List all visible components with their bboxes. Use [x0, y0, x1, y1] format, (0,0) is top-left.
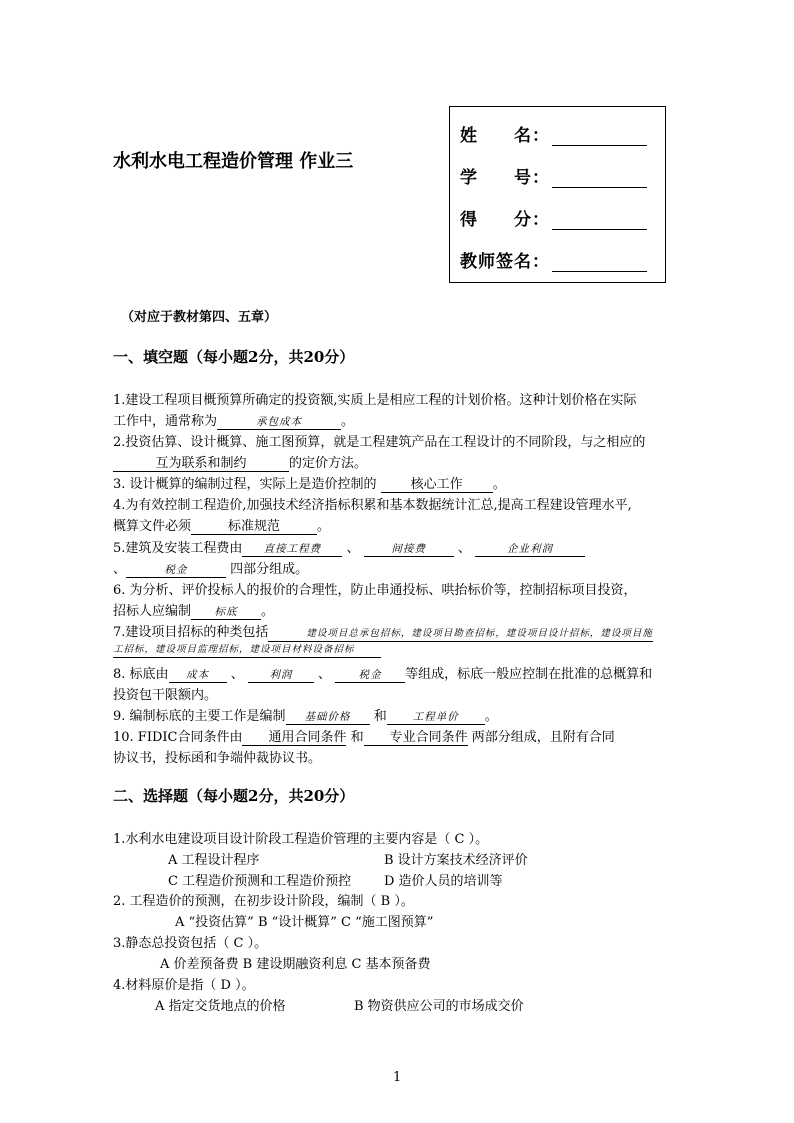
question-text: 。 [341, 414, 355, 429]
choice-question-4: 4.材料原价是指（ D ）。 [113, 978, 255, 993]
question-2-line-2 [113, 452, 367, 472]
teacher-signature-label: 教师签名： [460, 252, 550, 272]
question-10-line-1 [113, 726, 615, 746]
answer-blank: 核心工作 [381, 478, 493, 493]
score-row [460, 205, 647, 230]
question-text: 、 [113, 562, 127, 577]
question-text: 、 [457, 541, 471, 556]
name-row [460, 121, 647, 146]
name-field[interactable] [552, 127, 647, 146]
question-6-line-1: 6. 为分析、评价投标人的报价的合理性，防止串通投标、哄抬标价等，控制招标项目投资， [113, 583, 637, 598]
question-5-line-1 [113, 537, 585, 557]
score-field[interactable] [552, 211, 647, 230]
question-text: 10. FIDIC合同条件由 [113, 730, 243, 745]
question-text: 工作中，通常称为 [113, 414, 218, 429]
question-text: 、 [346, 541, 360, 556]
question-3 [113, 473, 506, 493]
question-text: 、 [317, 667, 331, 682]
teacher-signature-field[interactable] [552, 253, 647, 272]
question-text: 等组成，标底一般应控制在批准的总概算和 [405, 667, 653, 682]
document-title: 水利水电工程造价管理 作业三 [113, 151, 354, 172]
question-text: 7.建设项目招标的种类包括 [113, 625, 269, 640]
answer-blank: 成本 [169, 668, 227, 683]
question-text: 、 [230, 667, 244, 682]
answer-blank: 标底 [191, 605, 261, 620]
name-label: 姓 名： [460, 126, 550, 146]
question-text: 概算文件必须 [113, 519, 192, 534]
choice-1-option-b: B 设计方案技术经济评价 [384, 853, 528, 868]
student-id-label: 学 号： [460, 168, 550, 188]
choice-1-option-a: A 工程设计程序 [168, 853, 260, 868]
question-text: 。 [317, 519, 331, 534]
question-text: 和 [350, 730, 364, 745]
question-8-line-1 [113, 663, 652, 683]
question-5-line-2 [113, 558, 308, 578]
answer-blank: 建设项目总承包招标，建设项目勘查招标，建设项目设计招标，建设项目施 [268, 627, 653, 642]
teacher-signature-row [460, 247, 647, 272]
answer-blank: 直接工程费 [242, 542, 342, 557]
question-1-line-1: 1.建设工程项目概预算所确定的投资额,实质上是相应工程的计划价格。这种计划价格在实际 [113, 393, 637, 408]
choice-4-option-a: A 指定交货地点的价格 [155, 999, 286, 1014]
question-2-line-1: 2.投资估算、设计概算、施工图预算，就是工程建筑产品在工程设计的不同阶段，与之相应的 [113, 435, 646, 450]
question-8-line-2: 投资包干限额内。 [113, 688, 218, 703]
choice-4-option-b: B 物资供应公司的市场成交价 [354, 999, 524, 1014]
choice-1-option-d: D 造价人员的培训等 [384, 874, 503, 889]
choice-question-3: 3.静态总投资包括（ C ）。 [113, 936, 268, 951]
choice-1-option-c: C 工程造价预测和工程造价预控 [168, 874, 352, 889]
answer-blank: 通用合同条件 [242, 731, 346, 746]
question-text: 5.建筑及安装工程费由 [113, 541, 243, 556]
question-text: 。 [261, 604, 275, 619]
question-text: 。 [484, 709, 498, 724]
choice-2-options: A “投资估算” B “设计概算” C “施工图预算” [175, 915, 434, 930]
section-fill-blank-heading: 一、填空题（每小题2分，共20分） [113, 348, 355, 366]
question-10-line-2: 协议书，投标函和争端仲裁协议书。 [113, 751, 322, 766]
answer-blank: 企业利润 [475, 542, 585, 557]
page-number: 1 [393, 1070, 402, 1085]
answer-blank: 互为联系和制约 [113, 457, 289, 472]
question-text: 8. 标底由 [113, 667, 169, 682]
question-text: 3. 设计概算的编制过程，实际上是造价控制的 [113, 477, 377, 492]
answer-blank: 间接费 [364, 542, 454, 557]
chapter-note: （对应于教材第四、五章） [121, 310, 278, 325]
question-7-line-1 [113, 621, 653, 642]
answer-blank: 利润 [248, 668, 314, 683]
answer-blank: 税金 [335, 668, 405, 683]
question-text: 招标人应编制 [113, 604, 192, 619]
choice-question-2: 2. 工程造价的预测，在初步设计阶段，编制（ B ）。 [113, 894, 414, 909]
question-text: 两部分组成，且附有合同 [471, 730, 615, 745]
question-text: 。 [492, 477, 506, 492]
student-id-row [460, 163, 647, 188]
answer-blank: 工招标，建设项目监理招标，建设项目材料设备招标 [113, 643, 381, 658]
answer-blank: 承包成本 [217, 415, 341, 430]
answer-blank: 工程单价 [387, 710, 485, 725]
answer-blank: 税金 [126, 563, 226, 578]
question-text: 四部分组成。 [230, 562, 309, 577]
question-text: 9. 编制标底的主要工作是编制 [113, 709, 286, 724]
score-label: 得 分： [460, 210, 550, 230]
question-4-line-2 [113, 515, 330, 535]
answer-blank: 基础价格 [286, 710, 370, 725]
question-7-line-2 [113, 641, 381, 658]
question-text: 的定价方法。 [289, 456, 368, 471]
question-6-line-2 [113, 600, 274, 620]
question-4-line-1: 4.为有效控制工程造价,加强技术经济指标积累和基本数据统计汇总,提高工程建设管理水平, [113, 498, 632, 513]
question-text: 和 [373, 709, 387, 724]
question-1-line-2 [113, 410, 354, 430]
choice-question-1: 1.水利水电建设项目设计阶段工程造价管理的主要内容是（ C ）。 [113, 832, 489, 847]
choice-3-options: A 价差预备费 B 建设期融资利息 C 基本预备费 [160, 957, 431, 972]
section-multiple-choice-heading: 二、选择题（每小题2分，共20分） [113, 787, 355, 805]
answer-blank: 专业合同条件 [364, 731, 468, 746]
answer-blank: 标准规范 [191, 520, 317, 535]
question-9 [113, 705, 498, 725]
student-id-field[interactable] [552, 169, 647, 188]
student-info-box [449, 106, 666, 283]
